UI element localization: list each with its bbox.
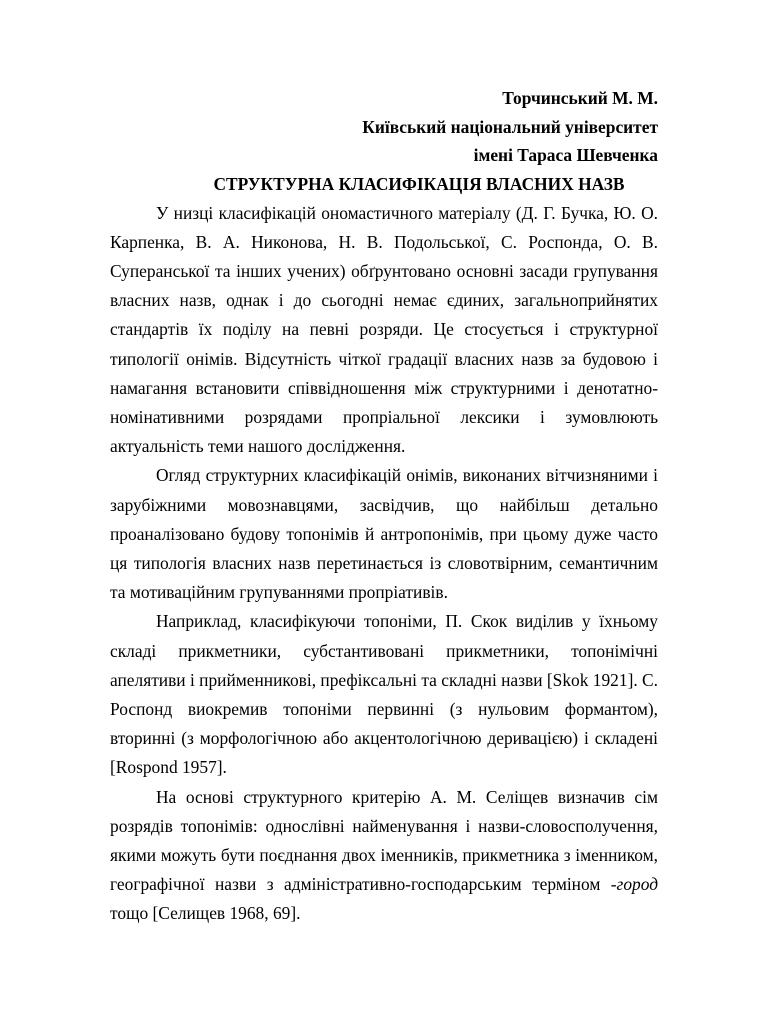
affiliation-university: Київський національний університет	[362, 116, 658, 137]
paragraph-4-italic-term: город	[616, 874, 658, 895]
article-title: СТРУКТУРНА КЛАСИФІКАЦІЯ ВЛАСНИХ НАЗВ	[213, 173, 625, 194]
author-name: Торчинський М. М.	[502, 88, 658, 108]
paragraph-1: У низці класифікацій ономастичного матеріалу (Д. Г. Бучка, Ю. О. Карпенка, В. А. Никонова, Н. В. Подольської, С. Роспонда, О. В. Суперанської та інших учених) обґрунтовано основні засади групування власних назв, однак і до сьогодні немає єдиних, загальноприйнятих стандартів їх поділу на певні розряди. Це стосується і структурної типології онімів. Відсутність чіткої градації власних назв за будовою і намагання встановити співвідношення між структурними і денотатно-номінативними розрядами пропріальної лексики і зумовлюють актуальність теми нашого дослідження.	[110, 202, 658, 457]
paragraph-3: Наприклад, класифікуючи топоніми, П. Скок виділив у їхньому складі прикметники, субстантивовані прикметники, топонімічні апелятиви і прийменникові, префіксальні та складні назви [Skok 1921]. С. Роспонд виокремив топоніми первинні (з нульовим формантом), вторинні (з морфологічною або акцентологічною деривацією) і складені [Rospond 1957].	[110, 611, 658, 778]
paragraph-4-text-start: На основі структурного критерію А. М. Селіщев визначив сім розрядів топонімів: однослівні найменування і назви-словосполучення, якими можуть бути поєднання двох іменників, прикметника з іменником, географічної назви з адміністративно-господарським терміном -	[110, 786, 658, 895]
paragraph-4-text-end: тощо [Селищев 1968, 69].	[110, 903, 301, 924]
paragraph-4	[110, 783, 658, 929]
document-page	[110, 84, 658, 929]
paragraph-2: Огляд структурних класифікацій онімів, виконаних вітчизняними і зарубіжними мовознавцями, засвідчив, що найбільш детально проаналізовано будову топонімів й антропонімів, при цьому дуже часто ця типологія власних назв перетинається із словотвірним, семантичним та мотиваційним групуваннями пропріативів.	[110, 465, 658, 603]
affiliation-named-after: імені Тараса Шевченка	[473, 145, 658, 165]
